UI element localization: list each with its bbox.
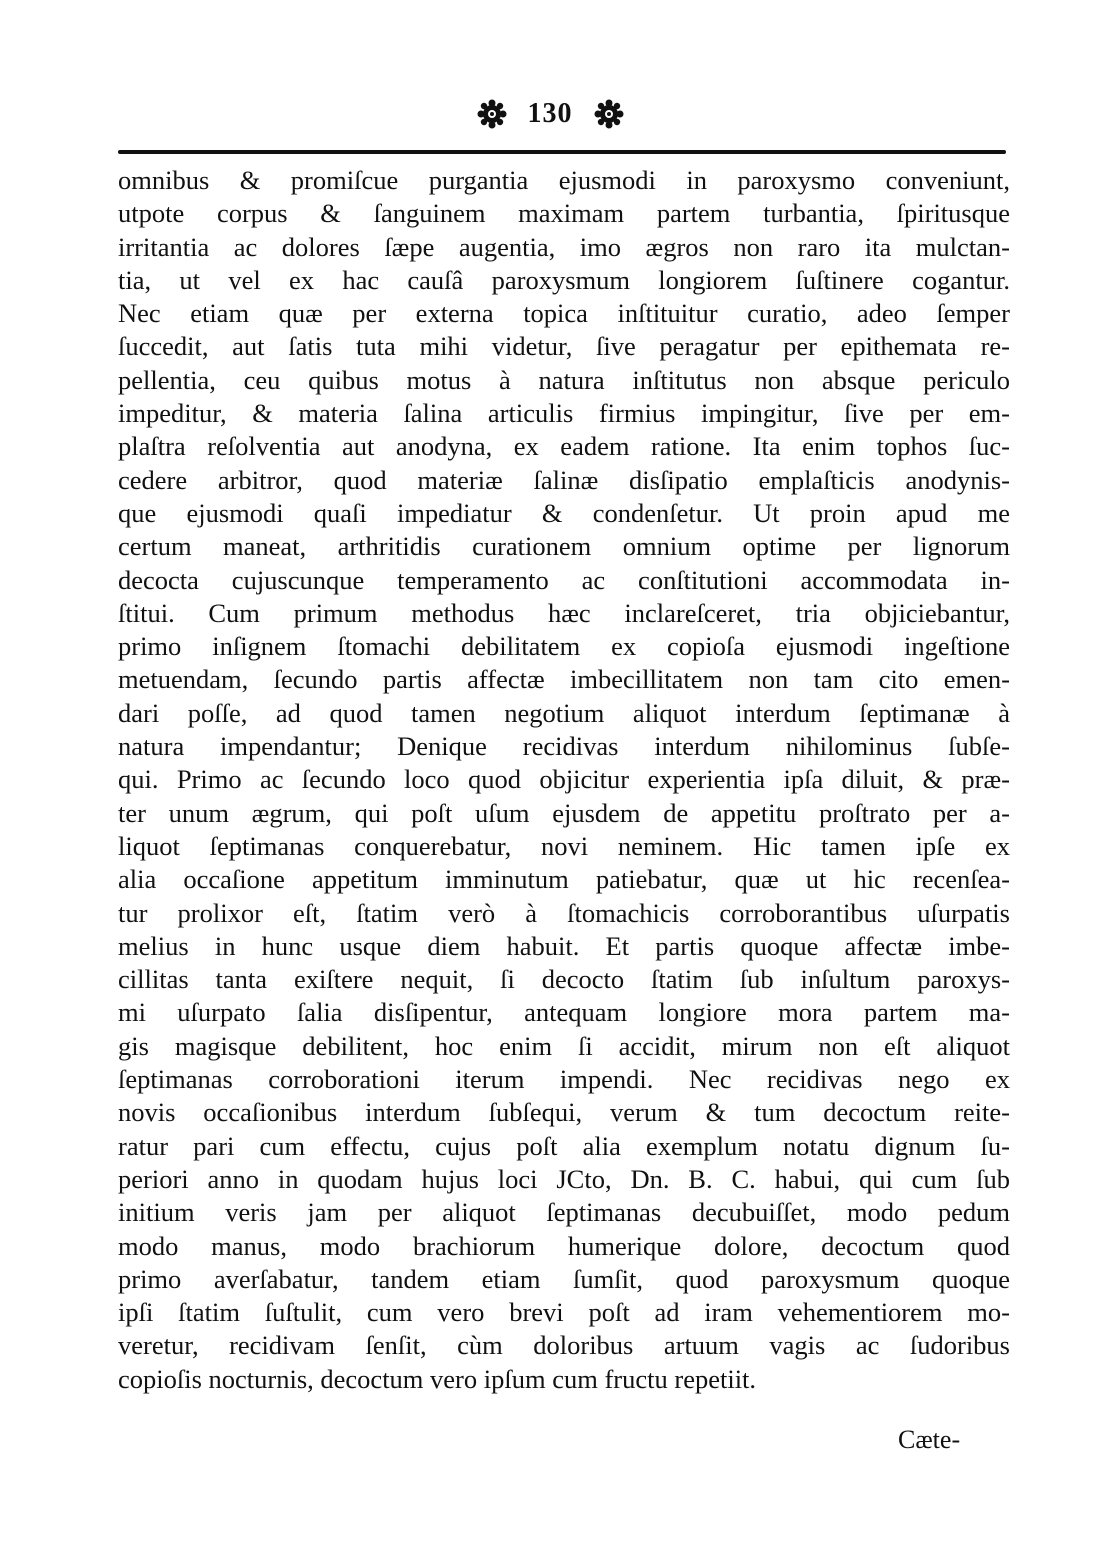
text-line: omnibus & promiſcue purgantia ejusmodi in paroxysmo conveniunt, bbox=[118, 165, 1010, 195]
text-line: cedere arbitror, quod materiæ ſalinæ disſipatio emplaſticis anodynis- bbox=[118, 464, 1010, 495]
text-line: ter unum ægrum, qui poſt uſum ejusdem de appetitu proſtrato per a- bbox=[118, 797, 1010, 828]
text-line: gis magisque debilitent, hoc enim ſi accidit, mirum non eſt aliquot bbox=[118, 1030, 1010, 1061]
text-line: periori anno in quodam hujus loci JCto, Dn. B. C. habui, qui cum ſub bbox=[118, 1163, 1010, 1194]
text-line: Nec etiam quæ per externa topica inſtituitur curatio, adeo ſemper bbox=[118, 298, 1010, 329]
text-line: alia occaſione appetitum imminutum patiebatur, quæ ut hic recenſea- bbox=[118, 864, 1010, 895]
text-line: mi uſurpato ſalia disſipentur, antequam longiore mora partem ma- bbox=[118, 997, 1010, 1028]
text-line: copioſis nocturnis, decoctum vero ipſum cum fructu repetiit. bbox=[118, 1363, 757, 1394]
text-line: plaſtra reſolventia aut anodyna, ex eadem ratione. Ita enim tophos ſuc- bbox=[118, 431, 1010, 462]
text-line: primo averſabatur, tandem etiam ſumſit, quod paroxysmum quoque bbox=[118, 1263, 1010, 1294]
text-line: ſuccedit, aut ſatis tuta mihi videtur, ſive peragatur per epithemata re- bbox=[118, 331, 1010, 362]
text-line: certum maneat, arthritidis curationem omnium optime per lignorum bbox=[118, 531, 1010, 562]
text-line: initium veris jam per aliquot ſeptimanas decubuiſſet, modo pedum bbox=[118, 1197, 1010, 1228]
text-line: qui. Primo ac ſecundo loco quod objicitur experientia ipſa diluit, & præ- bbox=[118, 764, 1010, 795]
text-line: tur prolixor eſt, ſtatim verò à ſtomachicis corroborantibus uſurpatis bbox=[118, 897, 1010, 928]
text-line: natura impendantur; Denique recidivas interdum nihilominus ſubſe- bbox=[118, 731, 1010, 762]
page-number: 130 bbox=[527, 97, 573, 129]
text-line: ſeptimanas corroborationi iterum impendi. Nec recidivas nego ex bbox=[118, 1064, 1010, 1095]
page-header bbox=[0, 96, 1100, 130]
text-line: veretur, recidivam ſenſit, cùm doloribus artuum vagis ac ſudoribus bbox=[118, 1330, 1010, 1361]
text-line: que ejusmodi quaſi impediatur & condenſetur. Ut proin apud me bbox=[118, 497, 1010, 528]
text-line: impeditur, & materia ſalina articulis firmius impingitur, ſive per em- bbox=[118, 398, 1010, 429]
text-line: ſtitui. Cum primum methodus hæc inclareſceret, tria objiciebantur, bbox=[118, 597, 1010, 628]
text-line: dari poſſe, ad quod tamen negotium aliquot interdum ſeptimanæ à bbox=[118, 697, 1010, 728]
flower-ornament-icon bbox=[594, 99, 624, 129]
text-line: irritantia ac dolores ſæpe augentia, imo ægros non raro ita mulctan- bbox=[118, 231, 1010, 262]
text-line: tia, ut vel ex hac cauſâ paroxysmum longiorem ſuſtinere cogantur. bbox=[118, 264, 1010, 295]
text-line: cillitas tanta exiſtere nequit, ſi decocto ſtatim ſub inſultum paroxys- bbox=[118, 964, 1010, 995]
flower-ornament-icon bbox=[477, 99, 507, 129]
text-line: liquot ſeptimanas conquerebatur, novi neminem. Hic tamen ipſe ex bbox=[118, 830, 1010, 861]
text-line: melius in hunc usque diem habuit. Et partis quoque affectæ imbe- bbox=[118, 930, 1010, 961]
text-line: metuendam, ſecundo partis affectæ imbecillitatem non tam cito emen- bbox=[118, 664, 1010, 695]
text-line: pellentia, ceu quibus motus à natura inſtitutus non absque periculo bbox=[118, 364, 1010, 395]
text-line: novis occaſionibus interdum ſubſequi, verum & tum decoctum reite- bbox=[118, 1097, 1010, 1128]
body-text bbox=[118, 164, 1010, 1396]
text-line: ipſi ſtatim ſuſtulit, cum vero brevi poſt ad iram vehementiorem mo- bbox=[118, 1297, 1010, 1328]
text-line: decocta cujuscunque temperamento ac conſtitutioni accommodata in- bbox=[118, 564, 1010, 595]
catchword: Cæte- bbox=[898, 1425, 961, 1454]
header-rule bbox=[118, 150, 1006, 154]
text-line: ratur pari cum effectu, cujus poſt alia exemplum notatu dignum ſu- bbox=[118, 1130, 1010, 1161]
text-line: modo manus, modo brachiorum humerique dolore, decoctum quod bbox=[118, 1230, 1010, 1261]
text-line: utpote corpus & ſanguinem maximam partem turbantia, ſpiritusque bbox=[118, 198, 1010, 229]
text-line: primo inſignem ſtomachi debilitatem ex copioſa ejusmodi ingeſtione bbox=[118, 631, 1010, 662]
